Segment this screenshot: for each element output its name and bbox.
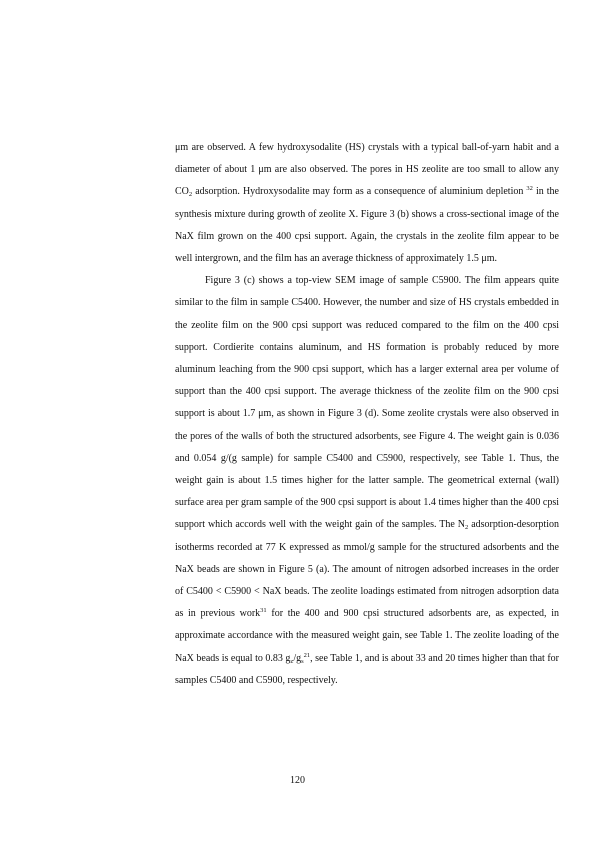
page-number: 120 xyxy=(290,775,305,786)
subscript: z xyxy=(290,657,294,665)
text-run: Figure 3 (c) shows a top-view SEM image of sample C5900. The film appears quite similar to the film in sample C5400. However, the number and size of HS crystals embedded in the zeolite film on the 900 cpsi support was reduced compared to the film on the 400 cpsi support. Cordierite contains aluminum, and HS formation is probably reduced by more aluminum leaching from the 900 cpsi support, which has a larger external area per volume of support than the 400 cpsi support. The average thickness of the zeolite film on the 900 cpsi support is about 1.7 μm, as shown in Figure 3 (d). Some zeolite crystals were also observed in the pores of the walls of both the structured adsorbents, see Figure 4. The weight gain is 0.036 and 0.054 g/(g sample) for sample C5400 and C5900, respectively, see Table 1. Thus, the weight gain is about 1.5 times higher for the latter sample. The geometrical external (wall) surface area per gram sample of the 900 cpsi support is about 1.4 times higher than the 400 cpsi support which accords well with the weight gain of the samples. The N xyxy=(175,275,559,531)
subscript: 2 xyxy=(188,191,193,199)
text-run: for the 400 and 900 cpsi structured adsorbents are, as expected, in approximate accordance with the measured weight gain, see Table 1. The zeolite loading of the NaX beads is equal to 0.83 g xyxy=(175,608,559,664)
superscript: 31 xyxy=(260,607,267,615)
text-run: /g xyxy=(293,652,302,664)
superscript: 21 xyxy=(303,651,311,659)
paragraph-1 xyxy=(175,137,559,270)
subscript: 2 xyxy=(465,524,469,532)
text-run: μm are observed. A few hydroxysodalite (HS) crystals with a typical ball-of-yarn habit and a diameter of about 1 μm are also observed. The pores in HS zeolite are too small to allow any CO xyxy=(175,142,559,198)
paragraph-2 xyxy=(175,270,559,692)
text-run: , see Table 1, and is about 33 and 20 times higher than that for samples C5400 and C5900, respectively. xyxy=(175,652,559,686)
body-text xyxy=(175,137,559,692)
subscript: s xyxy=(301,657,304,665)
text-run: adsorption. Hydroxysodalite may form as a consequence of aluminium depletion xyxy=(192,186,527,198)
superscript: 32 xyxy=(526,185,533,193)
text-run: adsorption-desorption isotherms recorded at 77 K expressed as mmol/g sample for the structured adsorbents and the NaX beads are shown in Figure 5 (a). The amount of nitrogen adsorbed increases in the order of C5400 < C5900 < NaX beads. The zeolite loadings estimated from nitrogen adsorption data as in previous work xyxy=(175,519,559,620)
text-run: in the synthesis mixture during growth of zeolite X. Figure 3 (b) shows a cross-sectional image of the NaX film grown on the 400 cpsi support. Again, the crystals in the zeolite film appear to be well intergrown, and the film has an average thickness of approximately 1.5 μm. xyxy=(175,186,559,265)
